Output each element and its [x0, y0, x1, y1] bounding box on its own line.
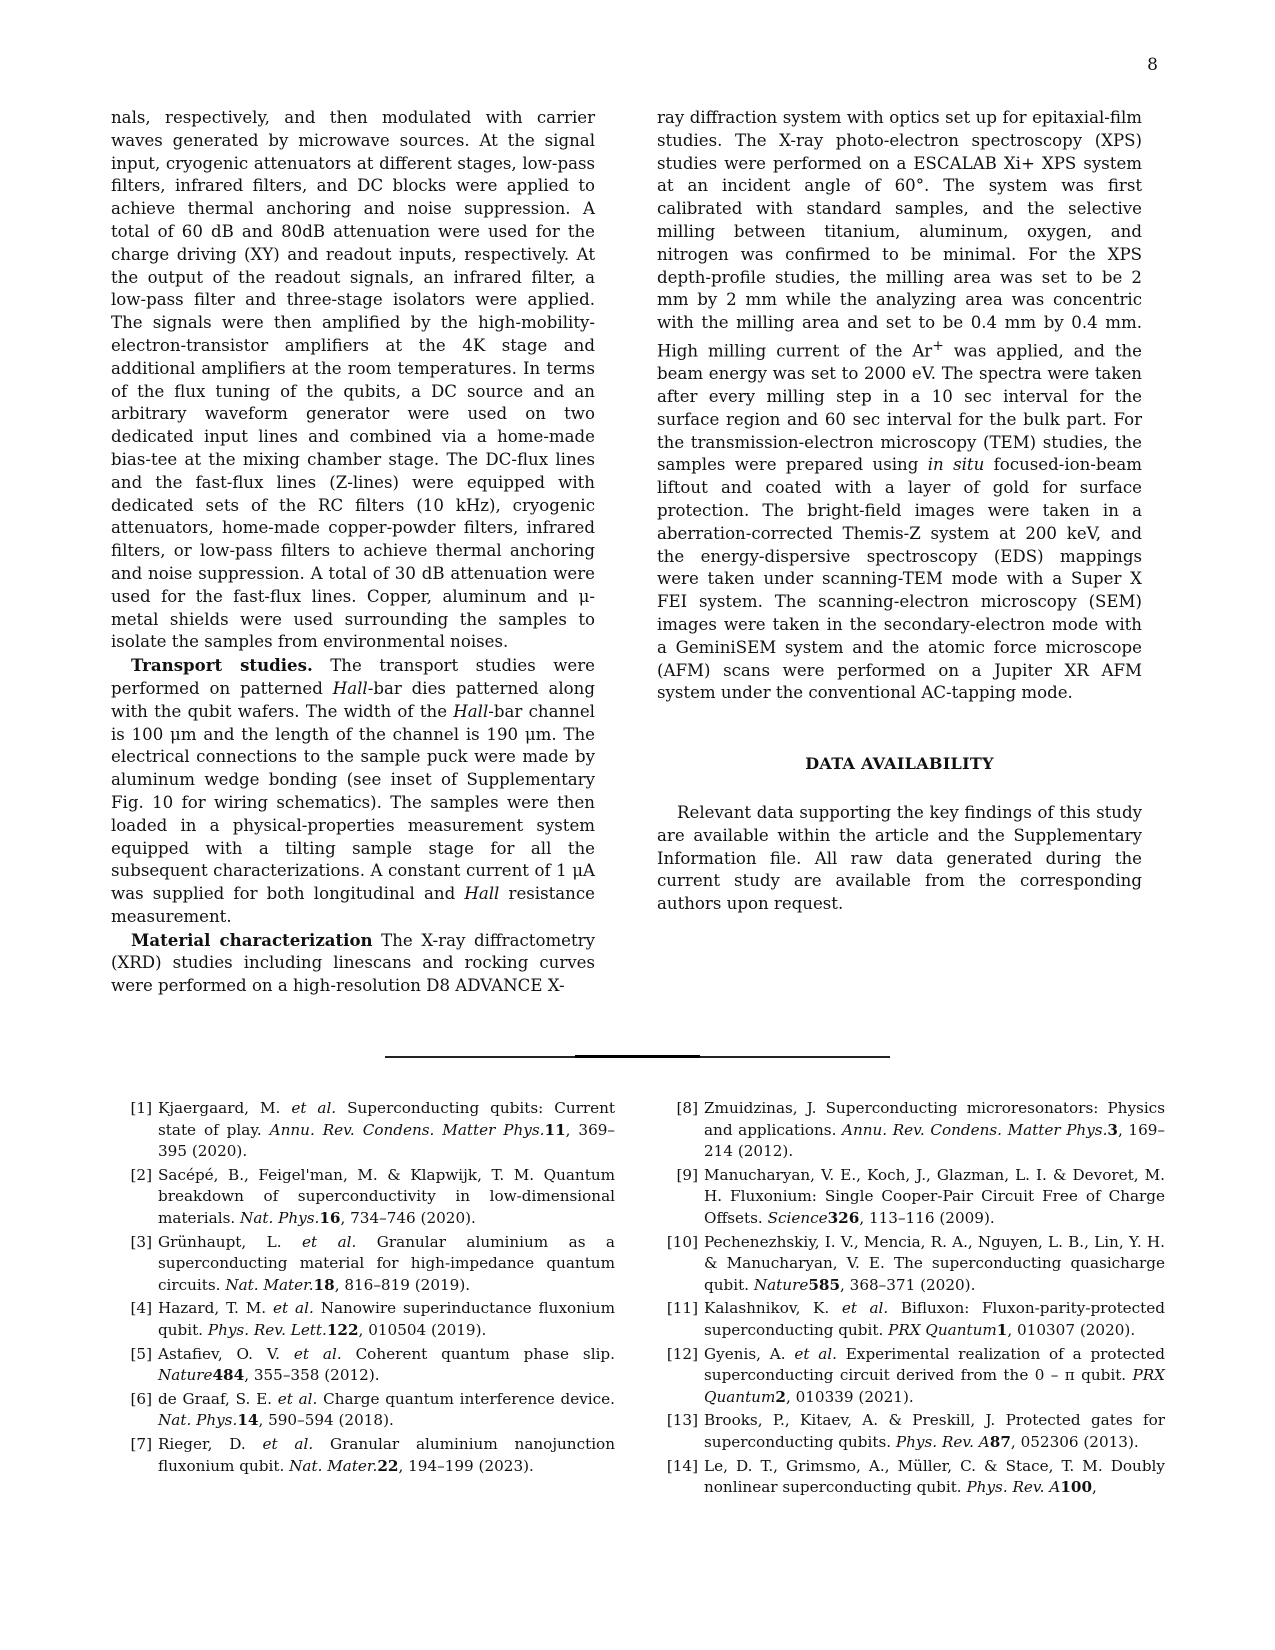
reference-number: [8]	[676, 1099, 698, 1117]
reference-text: Manucharyan, V. E., Koch, J., Glazman, L. I. & Devoret, M. H. Fluxonium: Single Cooper-Pair Circuit Free of Charge Offsets. Science326, 113–116 (2009).	[704, 1165, 1165, 1227]
reference-number: [6]	[130, 1389, 152, 1408]
data-availability-paragraph: Relevant data supporting the key findings of this study are available within the article and the Supplementary Information file. All raw data generated during the current study are available from the corresponding authors upon request.	[657, 803, 1142, 914]
transport-heading: Transport studies.	[131, 655, 313, 676]
reference-text: Le, D. T., Grimsmo, A., Müller, C. & Stace, T. M. Doubly nonlinear superconducting qubit. Phys. Rev. A100,	[704, 1456, 1165, 1497]
reference-text: Gyenis, A. et al. Experimental realization of a protected superconducting circuit derived from the 0 – π qubit. PRX Quantum2, 010339 (2021).	[704, 1344, 1165, 1406]
reference-number: [10]	[666, 1232, 698, 1251]
transport-paragraph: Transport studies. The transport studies were performed on patterned Hall-bar dies patterned along with the qubit wafers. The width of the Hall-bar channel is 100 μm and the length of the channel is 190 μm. The electrical connections to the sample puck were made by aluminum wedge bonding (see inset of Supplementary Fig. 10 for wiring schematics). The samples were then loaded in a physical-properties measurement system equipped with a tilting sample stage for all the subsequent characterizations. A constant current of 1 μA was supplied for both longitudinal and Hall resistance measurement.	[111, 655, 595, 926]
references-divider-accent	[575, 1055, 700, 1058]
reference-number: [9]	[676, 1165, 698, 1184]
reference-text: Zmuidzinas, J. Superconducting microresonators: Physics and applications. Annu. Rev. Condens. Matter Phys.3, 169–214 (2012).	[704, 1099, 1165, 1161]
reference-text: Grünhaupt, L. et al. Granular aluminium as a superconducting material for high-impedance quantum circuits. Nat. Mater.18, 816–819 (2019).	[158, 1232, 615, 1294]
references-left-column	[118, 1098, 615, 1479]
reference-item	[118, 1232, 615, 1297]
reference-item	[660, 1410, 1165, 1453]
reference-number: [4]	[130, 1299, 152, 1318]
reference-item	[660, 1098, 1165, 1163]
reference-text: de Graaf, S. E. et al. Charge quantum interference device. Nat. Phys.14, 590–594 (2018).	[158, 1389, 615, 1430]
left-column	[111, 107, 595, 998]
reference-number: [2]	[130, 1165, 152, 1184]
reference-number: [5]	[130, 1344, 152, 1363]
reference-text: Kalashnikov, K. et al. Bifluxon: Fluxon-parity-protected superconducting qubit. PRX Quantum1, 010307 (2020).	[704, 1299, 1165, 1339]
page-number: 8	[1147, 55, 1158, 75]
reference-item	[660, 1232, 1165, 1297]
right-column	[657, 107, 1142, 916]
material-paragraph-continued: ray diffraction system with optics set up for epitaxial-film studies. The X-ray photo-electron spectroscopy (XPS) studies were performed on a ESCALAB Xi+ XPS system at an incident angle of 60°. The system was first calibrated with standard samples, and the selective milling between titanium, aluminum, oxygen, and nitrogen was confirmed to be minimal. For the XPS depth-profile studies, the milling area was set to be 2 mm by 2 mm while the analyzing area was concentric with the milling area and set to be 0.4 mm by 0.4 mm. High milling current of the Ar+ was applied, and the beam energy was set to 2000 eV. The spectra were taken after every milling step in a 10 sec interval for the surface region and 60 sec interval for the bulk part. For the transmission-electron microscopy (TEM) studies, the samples were prepared using in situ focused-ion-beam liftout and coated with a layer of gold for surface protection. The bright-field images were taken in a aberration-corrected Themis-Z system at 200 keV, and the energy-dispersive spectroscopy (EDS) mappings were taken under scanning-TEM mode with a Super X FEI system. The scanning-electron microscopy (SEM) images were taken in the secondary-electron mode with a GeminiSEM system and the atomic force microscope (AFM) scans were performed on a Jupiter XR AFM system under the conventional AC-tapping mode.	[657, 108, 1142, 703]
reference-item	[118, 1344, 615, 1387]
reference-text: Brooks, P., Kitaev, A. & Preskill, J. Protected gates for superconducting qubits. Phys. Rev. A87, 052306 (2013).	[704, 1411, 1165, 1451]
reference-text: Pechenezhskiy, I. V., Mencia, R. A., Nguyen, L. B., Lin, Y. H. & Manucharyan, V. E. The superconducting quasicharge qubit. Nature585, 368–371 (2020).	[704, 1232, 1165, 1294]
reference-item	[118, 1434, 615, 1477]
reference-number: [13]	[666, 1411, 698, 1430]
reference-item	[660, 1344, 1165, 1409]
reference-text: Rieger, D. et al. Granular aluminium nanojunction fluxonium qubit. Nat. Mater.22, 194–199 (2023).	[158, 1434, 615, 1475]
reference-item	[660, 1456, 1165, 1499]
material-heading: Material characterization	[131, 929, 373, 950]
reference-number: [7]	[130, 1434, 152, 1453]
reference-number: [11]	[666, 1299, 698, 1318]
material-paragraph: Material characterization The X-ray diffractometry (XRD) studies including linescans and rocking curves were performed on a high-resolution D8 ADVANCE X-	[111, 929, 595, 996]
reference-text: Hazard, T. M. et al. Nanowire superinductance fluxonium qubit. Phys. Rev. Lett.122, 010504 (2019).	[158, 1299, 615, 1339]
reference-item	[660, 1165, 1165, 1230]
references-right-column	[660, 1098, 1165, 1501]
reference-number: [3]	[130, 1232, 152, 1251]
reference-item	[118, 1098, 615, 1163]
reference-number: [12]	[666, 1344, 698, 1363]
reference-number: [14]	[666, 1456, 698, 1475]
reference-text: Kjaergaard, M. et al. Superconducting qubits: Current state of play. Annu. Rev. Condens. Matter Phys.11, 369–395 (2020).	[158, 1099, 615, 1161]
setup-paragraph: nals, respectively, and then modulated with carrier waves generated by microwave sources. At the signal input, cryogenic attenuators at different stages, low-pass filters, infrared filters, and DC blocks were applied to achieve thermal anchoring and noise suppression. A total of 60 dB and 80dB attenuation were used for the charge driving (XY) and readout inputs, respectively. At the output of the readout signals, an infrared filter, a low-pass filter and three-stage isolators were applied. The signals were then amplified by the high-mobility-electron-transistor amplifiers at the 4K stage and additional amplifiers at the room temperatures. In terms of the flux tuning of the qubits, a DC source and an arbitrary waveform generator were used on two dedicated input lines and combined via a home-made bias-tee at the mixing chamber stage. The DC-flux lines and the fast-flux lines (Z-lines) were equipped with dedicated sets of the RC filters (10 kHz), cryogenic attenuators, home-made copper-powder filters, infrared filters, or low-pass filters to achieve thermal anchoring and noise suppression. A total of 30 dB attenuation were used for the fast-flux lines. Copper, aluminum and μ-metal shields were used surrounding the samples to isolate the samples from environmental noises.	[111, 108, 595, 652]
reference-text: Astafiev, O. V. et al. Coherent quantum phase slip. Nature484, 355–358 (2012).	[158, 1344, 615, 1385]
reference-item	[118, 1389, 615, 1432]
reference-item	[118, 1298, 615, 1341]
reference-number: [1]	[130, 1099, 152, 1117]
reference-item	[660, 1298, 1165, 1341]
reference-item	[118, 1165, 615, 1230]
data-availability-heading: DATA AVAILABILITY	[805, 754, 994, 774]
reference-text: Sacépé, B., Feigel'man, M. & Klapwijk, T. M. Quantum breakdown of superconductivity in low-dimensional materials. Nat. Phys.16, 734–746 (2020).	[158, 1165, 615, 1227]
